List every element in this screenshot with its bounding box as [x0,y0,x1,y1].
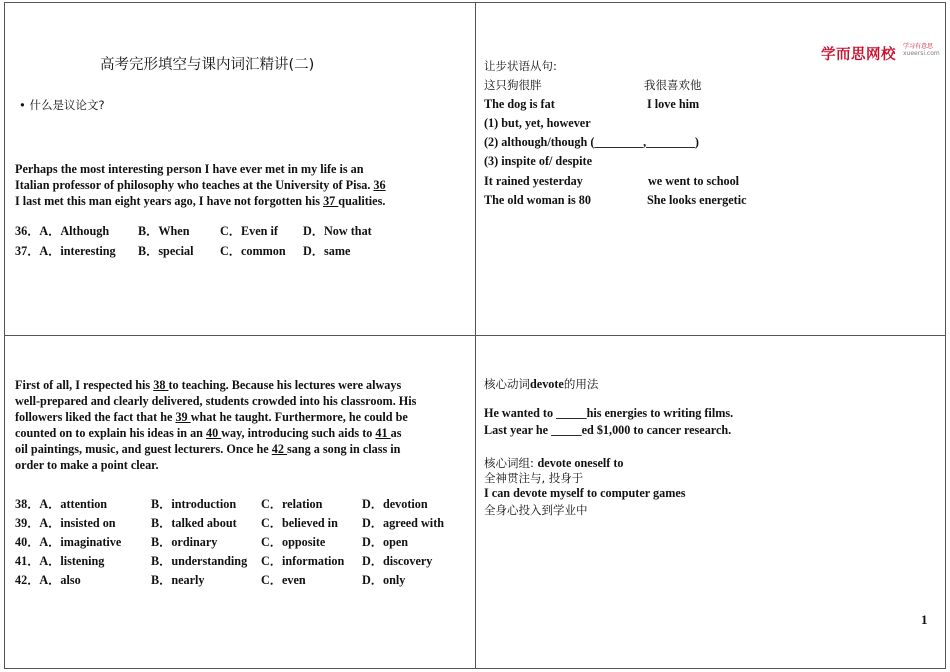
passage-line: order to make a point clear. [15,458,159,472]
blank-42: 42 [271,442,287,456]
q36-option-b: B．When [138,224,190,238]
q42-option-b: B．nearly [151,573,205,587]
q36-option-a: 36．A．Although [15,224,110,238]
passage-line: Italian professor of philosophy who teaches at the University of Pisa. 36 [15,178,386,192]
passage-line: Perhaps the most interesting person I have ever met in my life is an [15,162,364,176]
slide-panel-4 [475,335,946,669]
q39-option-a: 39．A．insisted on [15,516,116,530]
conjunction-1: (1) but, yet, however [484,116,591,130]
practice-left-2: The old woman is 80 [484,193,591,207]
conjunction-3: (3) inspite of/ despite [484,154,592,168]
q38-option-c: C．relation [261,497,323,511]
q37-option-c: C．common [220,244,286,258]
q41-option-c: C．information [261,554,345,568]
q40-option-c: C．opposite [261,535,326,549]
passage-line: counted on to explain his ideas in an 40 way, introducing such aids to 41 as [15,426,402,440]
q41-option-d: D．discovery [362,554,433,568]
q40-option-a: 40．A．imaginative [15,535,122,549]
q37-option-b: B．special [138,244,194,258]
q40-option-b: B．ordinary [151,535,218,549]
q42-option-a: 42．A．also [15,573,81,587]
page-number: 1 [921,612,928,627]
q36-option-d: D．Now that [303,224,372,238]
exercise-sentence-2: Last year he _____ed $1,000 to cancer research. [484,423,732,437]
practice-left-1: It rained yesterday [484,174,583,188]
example-cn-left: 这只狗很胖 [484,78,542,92]
q39-option-b: B．talked about [151,516,237,530]
blank-36: 36 [373,178,386,192]
passage-line: followers liked the fact that he 39 what he taught. Furthermore, he could be [15,410,408,424]
blank-39: 39 [175,410,191,424]
q38-option-a: 38．A．attention [15,497,108,511]
concession-heading: 让步状语从句: [484,59,557,73]
q39-option-c: C．believed in [261,516,338,530]
exercise-sentence-1: He wanted to _____his energies to writing films. [484,406,734,420]
practice-right-1: we went to school [648,174,740,188]
q42-option-c: C．even [261,573,306,587]
q39-option-d: D．agreed with [362,516,445,530]
passage-line: First of all, I respected his 38 to teaching. Because his lectures were always [15,378,402,392]
slide-panel-3 [4,335,476,669]
passage-line: oil paintings, music, and guest lecturers. Once he 42 sang a song in class in [15,442,401,456]
blank-37: 37 [323,194,339,208]
q42-option-d: D．only [362,573,406,587]
brand-logo [821,43,940,64]
q41-option-b: B．understanding [151,554,248,568]
phrase-meaning: 全神贯注与, 投身于 [484,471,584,485]
conjunction-2: (2) although/though (________,________) [484,135,699,149]
example-en-left: The dog is fat [484,97,555,111]
translation-prompt: 全身心投入到学业中 [484,503,588,517]
logo-text: 学而思网校 [821,47,896,63]
q37-option-a: 37．A．interesting [15,244,116,258]
page-title: 高考完形填空与课内词汇精讲(二) [100,57,315,73]
passage-2 [15,377,416,473]
q36-option-c: C．Even if [220,224,278,238]
blank-41: 41 [375,426,391,440]
passage-line: I last met this man eight years ago, I have not forgotten his 37 qualities. [15,194,386,208]
q40-option-d: D．open [362,535,409,549]
example-cn-right: 我很喜欢他 [644,78,702,92]
passage-1 [15,161,386,209]
blank-40: 40 [205,426,222,440]
core-phrase: 核心词组: devote oneself to [484,456,624,470]
slide-panel-2 [475,2,946,336]
q37-option-d: D．same [303,244,351,258]
q41-option-a: 41．A．listening [15,554,105,568]
practice-right-2: She looks energetic [647,193,747,207]
example-en-right: I love him [647,97,700,111]
bullet-question: • 什么是议论文? [19,98,105,112]
q38-option-b: B．introduction [151,497,237,511]
logo-tagline: 学习有意思 xueersi.com [903,43,940,57]
phrase-example: I can devote myself to computer games [484,486,686,500]
devote-heading: 核心动词devote的用法 [484,377,599,391]
slide-panel-1 [4,2,476,336]
passage-line: well-prepared and clearly delivered, students crowded into his classroom. His [15,394,417,408]
blank-38: 38 [153,378,169,392]
q38-option-d: D．devotion [362,497,428,511]
